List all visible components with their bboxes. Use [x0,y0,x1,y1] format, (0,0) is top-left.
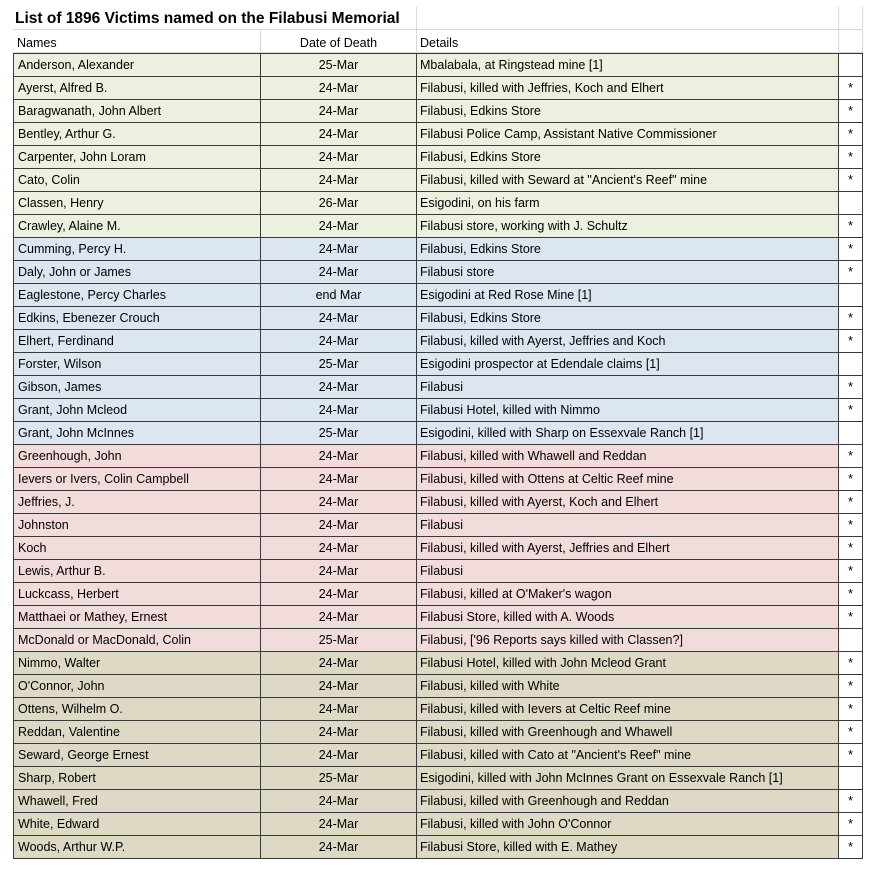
cell-name: Luckcass, Herbert [13,582,261,605]
cell-name: Elhert, Ferdinand [13,329,261,352]
cell-name: Anderson, Alexander [13,53,261,76]
cell-date: 24-Mar [261,122,417,145]
cell-memorial-mark [839,191,863,214]
cell-memorial-mark: * [839,260,863,283]
cell-name: Daly, John or James [13,260,261,283]
header-empty-cell [839,30,863,53]
cell-date: 24-Mar [261,214,417,237]
cell-memorial-mark: * [839,122,863,145]
cell-name: O'Connor, John [13,674,261,697]
cell-date: 24-Mar [261,559,417,582]
cell-date: 24-Mar [261,812,417,835]
cell-details: Filabusi, killed with Cato at "Ancient's Reef" mine [417,743,839,766]
cell-date: 24-Mar [261,99,417,122]
cell-date: 25-Mar [261,53,417,76]
cell-date: 24-Mar [261,237,417,260]
cell-name: Carpenter, John Loram [13,145,261,168]
cell-memorial-mark: * [839,99,863,122]
cell-details: Filabusi, killed at O'Maker's wagon [417,582,839,605]
cell-name: Koch [13,536,261,559]
cell-name: Cato, Colin [13,168,261,191]
cell-memorial-mark: * [839,76,863,99]
cell-memorial-mark: * [839,651,863,674]
cell-date: 24-Mar [261,697,417,720]
cell-details: Filabusi [417,559,839,582]
header-date: Date of Death [261,30,417,53]
cell-name: Nimmo, Walter [13,651,261,674]
cell-memorial-mark [839,421,863,444]
cell-memorial-mark: * [839,375,863,398]
cell-date: 24-Mar [261,582,417,605]
cell-memorial-mark: * [839,559,863,582]
cell-date: 25-Mar [261,628,417,651]
cell-details: Esigodini, killed with John McInnes Grant on Essexvale Ranch [1] [417,766,839,789]
cell-date: 24-Mar [261,513,417,536]
cell-date: 24-Mar [261,789,417,812]
cell-memorial-mark: * [839,306,863,329]
cell-details: Filabusi [417,375,839,398]
cell-date: 24-Mar [261,168,417,191]
cell-memorial-mark: * [839,237,863,260]
cell-date: 24-Mar [261,329,417,352]
cell-details: Filabusi, killed with Ayerst, Koch and Elhert [417,490,839,513]
cell-memorial-mark: * [839,214,863,237]
cell-name: Sharp, Robert [13,766,261,789]
cell-date: 25-Mar [261,352,417,375]
cell-date: 24-Mar [261,398,417,421]
cell-details: Filabusi, killed with John O'Connor [417,812,839,835]
cell-details: Esigodini prospector at Edendale claims [1] [417,352,839,375]
cell-name: Johnston [13,513,261,536]
cell-details: Esigodini, killed with Sharp on Essexvale Ranch [1] [417,421,839,444]
cell-name: Eaglestone, Percy Charles [13,283,261,306]
cell-memorial-mark: * [839,329,863,352]
cell-details: Filabusi, ['96 Reports says killed with Classen?] [417,628,839,651]
cell-memorial-mark: * [839,513,863,536]
cell-name: Classen, Henry [13,191,261,214]
cell-details: Filabusi, killed with Jeffries, Koch and Elhert [417,76,839,99]
cell-details: Esigodini, on his farm [417,191,839,214]
cell-name: Ottens, Wilhelm O. [13,697,261,720]
header-details: Details [417,30,839,53]
cell-name: Ayerst, Alfred B. [13,76,261,99]
cell-memorial-mark: * [839,720,863,743]
cell-memorial-mark: * [839,168,863,191]
cell-date: 24-Mar [261,444,417,467]
cell-details: Filabusi, Edkins Store [417,237,839,260]
cell-details: Esigodini at Red Rose Mine [1] [417,283,839,306]
cell-date: 24-Mar [261,306,417,329]
cell-memorial-mark: * [839,743,863,766]
cell-memorial-mark [839,53,863,76]
cell-memorial-mark [839,283,863,306]
cell-name: Gibson, James [13,375,261,398]
cell-details: Filabusi, killed with Greenhough and Reddan [417,789,839,812]
cell-details: Filabusi Store, killed with E. Mathey [417,835,839,859]
cell-details: Filabusi, killed with Whawell and Reddan [417,444,839,467]
cell-name: Bentley, Arthur G. [13,122,261,145]
cell-details: Filabusi, killed with Greenhough and Whawell [417,720,839,743]
cell-memorial-mark: * [839,835,863,859]
table-title: List of 1896 Victims named on the Filabusi Memorial [13,7,417,30]
cell-details: Filabusi Hotel, killed with John Mcleod Grant [417,651,839,674]
cell-details: Filabusi, Edkins Store [417,99,839,122]
cell-memorial-mark: * [839,812,863,835]
cell-date: 24-Mar [261,835,417,859]
cell-name: Matthaei or Mathey, Ernest [13,605,261,628]
cell-name: Lewis, Arthur B. [13,559,261,582]
cell-details: Filabusi, killed with Seward at "Ancient's Reef" mine [417,168,839,191]
cell-name: Grant, John Mcleod [13,398,261,421]
cell-name: Greenhough, John [13,444,261,467]
cell-name: Seward, George Ernest [13,743,261,766]
cell-memorial-mark: * [839,697,863,720]
cell-memorial-mark: * [839,582,863,605]
cell-name: Woods, Arthur W.P. [13,835,261,859]
cell-memorial-mark [839,352,863,375]
cell-memorial-mark: * [839,444,863,467]
cell-memorial-mark: * [839,398,863,421]
cell-memorial-mark: * [839,789,863,812]
cell-memorial-mark: * [839,145,863,168]
cell-details: Mbalabala, at Ringstead mine [1] [417,53,839,76]
cell-memorial-mark: * [839,490,863,513]
cell-date: 24-Mar [261,743,417,766]
cell-date: 24-Mar [261,674,417,697]
cell-date: 25-Mar [261,421,417,444]
cell-memorial-mark: * [839,674,863,697]
cell-date: 24-Mar [261,720,417,743]
cell-name: Grant, John McInnes [13,421,261,444]
header-names: Names [13,30,261,53]
cell-date: 24-Mar [261,467,417,490]
cell-name: Crawley, Alaine M. [13,214,261,237]
cell-date: 25-Mar [261,766,417,789]
cell-date: 24-Mar [261,490,417,513]
cell-details: Filabusi, killed with Ayerst, Jeffries and Koch [417,329,839,352]
cell-memorial-mark [839,766,863,789]
cell-details: Filabusi, killed with White [417,674,839,697]
cell-name: Forster, Wilson [13,352,261,375]
cell-details: Filabusi [417,513,839,536]
title-empty-cell [839,7,863,30]
cell-name: Whawell, Fred [13,789,261,812]
cell-date: 24-Mar [261,145,417,168]
cell-details: Filabusi Hotel, killed with Nimmo [417,398,839,421]
cell-memorial-mark: * [839,467,863,490]
cell-name: Cumming, Percy H. [13,237,261,260]
cell-date: end Mar [261,283,417,306]
cell-date: 24-Mar [261,651,417,674]
cell-details: Filabusi Store, killed with A. Woods [417,605,839,628]
cell-details: Filabusi store, working with J. Schultz [417,214,839,237]
cell-date: 24-Mar [261,375,417,398]
cell-details: Filabusi Police Camp, Assistant Native Commissioner [417,122,839,145]
cell-date: 24-Mar [261,76,417,99]
cell-details: Filabusi, Edkins Store [417,306,839,329]
cell-details: Filabusi, Edkins Store [417,145,839,168]
title-empty-cell [417,7,839,30]
cell-name: Ievers or Ivers, Colin Campbell [13,467,261,490]
cell-memorial-mark: * [839,536,863,559]
cell-date: 24-Mar [261,260,417,283]
cell-date: 24-Mar [261,605,417,628]
cell-details: Filabusi store [417,260,839,283]
cell-name: Baragwanath, John Albert [13,99,261,122]
cell-memorial-mark: * [839,605,863,628]
cell-name: Jeffries, J. [13,490,261,513]
cell-name: Reddan, Valentine [13,720,261,743]
cell-details: Filabusi, killed with Ottens at Celtic Reef mine [417,467,839,490]
cell-date: 26-Mar [261,191,417,214]
cell-name: Edkins, Ebenezer Crouch [13,306,261,329]
cell-name: White, Edward [13,812,261,835]
cell-details: Filabusi, killed with Ievers at Celtic Reef mine [417,697,839,720]
cell-details: Filabusi, killed with Ayerst, Jeffries and Elhert [417,536,839,559]
cell-name: McDonald or MacDonald, Colin [13,628,261,651]
cell-memorial-mark [839,628,863,651]
cell-date: 24-Mar [261,536,417,559]
